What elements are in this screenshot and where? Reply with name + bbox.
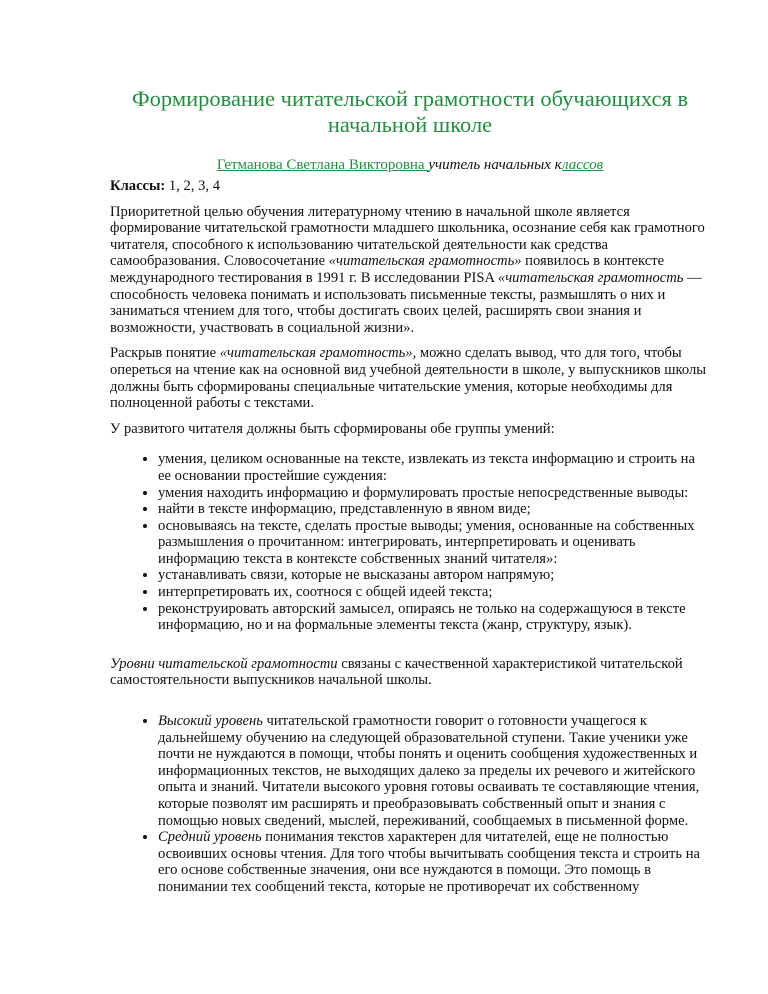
emphasis: Средний уровень: [158, 829, 262, 846]
classes-line: [110, 178, 710, 195]
author-role: учитель начальных к: [428, 157, 562, 173]
list-item: • умения находить информацию и формулировать простые непосредственные выводы:: [158, 485, 710, 502]
classes-value: 1, 2, 3, 4: [165, 178, 221, 194]
emphasis: «читательская грамотность»: [328, 253, 522, 270]
paragraph-conclusion: [110, 345, 710, 411]
skills-list: [110, 451, 710, 634]
author-name-link[interactable]: Гетманова Светлана Викторовна: [216, 157, 429, 173]
paragraph-levels-intro: [110, 656, 710, 689]
text: можно сделать вывод, что для того, чтобы опереться на чтение как на основной вид учебной деятельности в школе, у выпускников школы должны быть сформированы специальные читательские умения, которые необходимы для полноценной работы с текстами.: [110, 345, 707, 412]
text: понимания текстов характерен для читателей, еще не полностью освоивших основы чтения. Для того чтобы вычитывать сообщения текста и строить на его основе собственные значения, они все нуждаются в помощи. Это помощь в понимании тех сообщений текста, которые не противоречат их собственному: [158, 829, 700, 895]
list-item: • интерпретировать их, соотнося с общей идеей текста;: [158, 584, 710, 601]
classes-label: Классы:: [110, 178, 166, 194]
paragraph-skills-intro: У развитого читателя должны быть сформированы обе группы умений:: [110, 420, 555, 437]
emphasis: Уровни читательской грамотности: [110, 655, 338, 672]
list-item: • устанавливать связи, которые не высказаны автором напрямую;: [158, 567, 710, 584]
emphasis: Высокий уровень: [158, 713, 263, 730]
text: Приоритетной целью обучения литературному чтению в начальной школе является формирование читательской грамотности младшего школьника, осознание себя как грамотного читателя, способного к использованию читательской деятельности как средства самообразования. Словосочетание: [110, 203, 705, 270]
emphasis: «читательская грамотность»,: [219, 345, 417, 362]
text: читательской грамотности говорит о готовности учащегося к дальнейшему обучению на следующей образовательной ступени. Такие ученики уже почти не нуждаются в помощи, чтобы понять и оценить сообщения художественных и информационных текстов, не выходящих далеко за пределы их речевого и житейского опыта и знаний. Читатели высокого уровня готовы осваивать те составляющие чтения, которые позволят им расширять и преобразовывать собственный опыт и знания с помощью новых сведений, мыслей, переживаний, сообщаемых в письменной форме.: [158, 713, 700, 829]
text: — способность человека понимать и использовать письменные тексты, размышлять о них и заниматься чтением для того, чтобы достигать своих целей, расширять свои знания и возможности, участвовать в социальной жизни».: [110, 269, 702, 336]
emphasis: «читательская грамотность: [497, 269, 684, 286]
list-item: [158, 713, 710, 829]
page-title: Формирование читательской грамотности обучающихся в начальной школе: [131, 86, 689, 137]
list-item: • реконструировать авторский замысел, опираясь не только на содержащуюся в тексте информацию, но и на формальные элементы текста (жанр, структуру, язык).: [158, 601, 710, 634]
author-role-link[interactable]: лассов: [561, 157, 604, 173]
text: связаны с качественной характеристикой читательской самостоятельности выпускников начальной школы.: [110, 655, 683, 689]
levels-list: [110, 713, 710, 896]
paragraph-intro: [110, 204, 710, 337]
text: появилось в контексте международного тестирования в 1991 г. В исследовании PISA: [110, 253, 665, 286]
article-body: [110, 178, 710, 912]
list-item: • основываясь на тексте, сделать простые выводы; умения, основанные на собственных размышления о прочитанном: интегрировать, интерпретировать и оценивать информацию текста в контексте собственных знаний читателя»:: [158, 518, 710, 568]
list-item: • умения, целиком основанные на тексте, извлекать из текста информацию и строить на ее основании простейшие суждения:: [158, 451, 710, 484]
list-item: [158, 829, 710, 895]
list-item: • найти в тексте информацию, представленную в явном виде;: [158, 501, 710, 518]
author-line: [110, 156, 710, 174]
text: Раскрыв понятие: [110, 345, 220, 362]
